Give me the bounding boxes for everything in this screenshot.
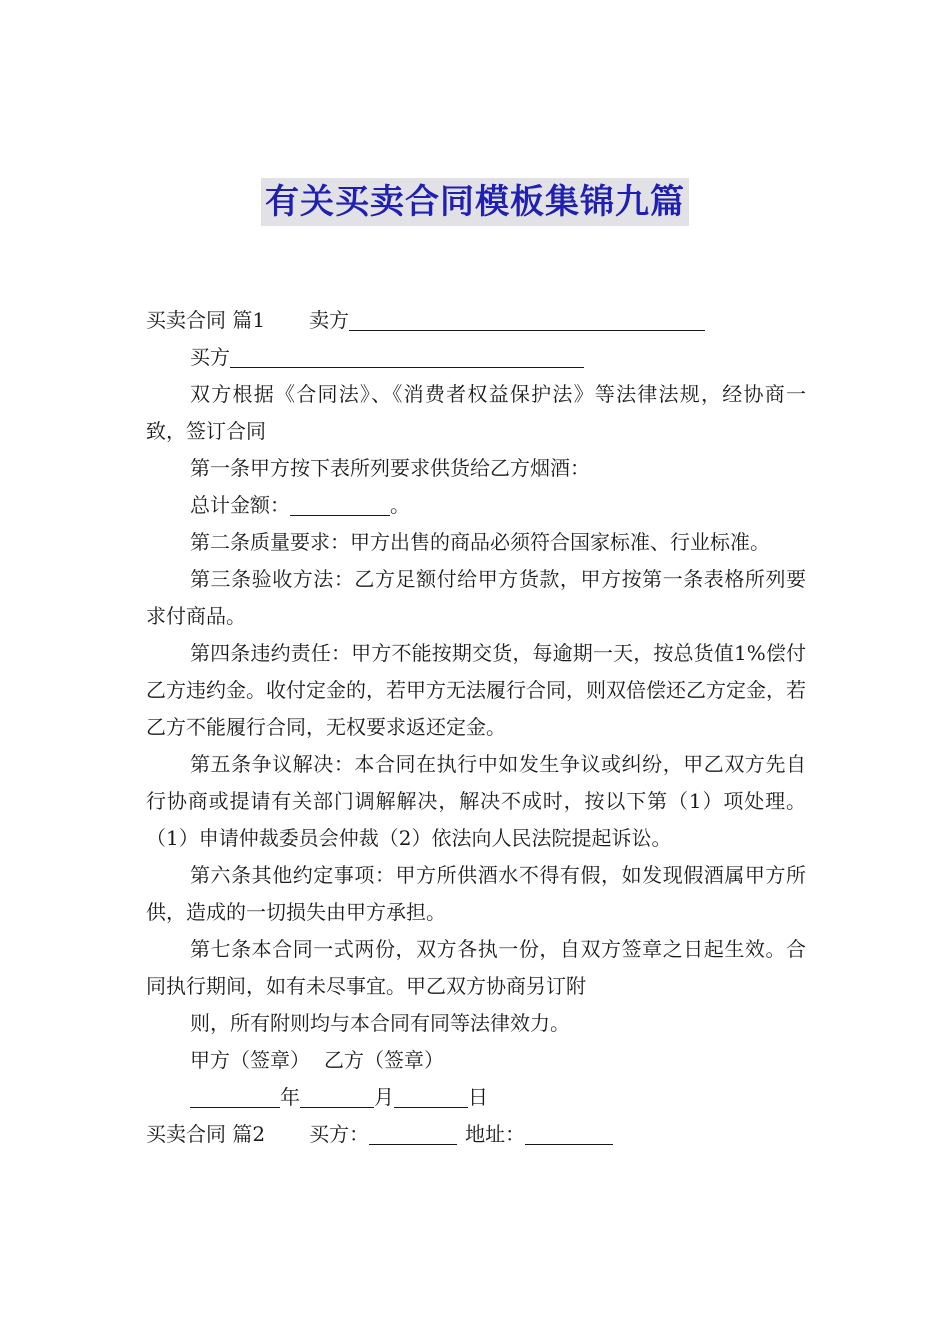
contract2-heading: 买卖合同 篇2 <box>146 1122 266 1146</box>
article-7-part-b: 则，所有附则均与本合同有同等法律效力。 <box>190 1011 570 1035</box>
total-end: 。 <box>390 493 410 517</box>
buyer-label: 买方 <box>190 345 230 369</box>
month-blank <box>300 1085 374 1108</box>
year-label: 年 <box>280 1085 300 1109</box>
seller-blank <box>349 308 705 331</box>
contract2-header-line <box>146 1116 806 1153</box>
article-6: 第六条其他约定事项：甲方所供酒水不得有假，如发现假酒属甲方所供，造成的一切损失由甲方承担。 <box>146 863 806 924</box>
party-b-signature: 乙方（签章） <box>324 1048 444 1072</box>
title-block <box>0 178 950 226</box>
year-blank <box>190 1085 280 1108</box>
day-label: 日 <box>468 1085 488 1109</box>
article-3: 第三条验收方法：乙方足额付给甲方货款，甲方按第一条表格所列要求付商品。 <box>146 567 806 628</box>
contract1-header-line <box>146 302 806 339</box>
article-2: 第二条质量要求：甲方出售的商品必须符合国家标准、行业标准。 <box>190 530 770 554</box>
document-title: 有关买卖合同模板集锦九篇 <box>261 178 689 226</box>
party-a-signature: 甲方（签章） <box>190 1048 310 1072</box>
buyer-blank <box>230 345 584 368</box>
contract2-address-blank <box>525 1122 613 1145</box>
article-7-part-a: 第七条本合同一式两份，双方各执一份，自双方签章之日起生效。合同执行期间，如有未尽事宜。甲乙双方协商另订附 <box>146 937 806 998</box>
signature-line <box>146 1042 806 1079</box>
contract2-buyer-blank <box>369 1122 457 1145</box>
document-body <box>146 302 806 1153</box>
month-label: 月 <box>374 1085 394 1109</box>
article-4: 第四条违约责任：甲方不能按期交货，每逾期一天，按总货值1%偿付乙方违约金。收付定金的，若甲方无法履行合同，则双倍偿还乙方定金，若乙方不能履行合同，无权要求返还定金。 <box>146 641 806 739</box>
total-label: 总计金额： <box>190 493 290 517</box>
article-1: 第一条甲方按下表所列要求供货给乙方烟酒： <box>190 456 590 480</box>
contract1-heading: 买卖合同 篇1 <box>146 308 266 332</box>
total-amount-line <box>146 487 806 524</box>
contract2-buyer-label: 买方： <box>309 1122 370 1146</box>
intro-paragraph: 双方根据《合同法》、《消费者权益保护法》等法律法规，经协商一致，签订合同 <box>146 382 806 443</box>
total-blank <box>290 493 390 516</box>
contract2-address-label: 地址： <box>465 1122 526 1146</box>
date-line <box>146 1079 806 1116</box>
day-blank <box>394 1085 468 1108</box>
buyer-line <box>146 339 806 376</box>
article-5: 第五条争议解决：本合同在执行中如发生争议或纠纷，甲乙双方先自行协商或提请有关部门调解解决，解决不成时，按以下第（1）项处理。（1）申请仲裁委员会仲裁（2）依法向人民法院提起诉讼。 <box>146 752 806 850</box>
seller-label: 卖方 <box>309 308 350 332</box>
